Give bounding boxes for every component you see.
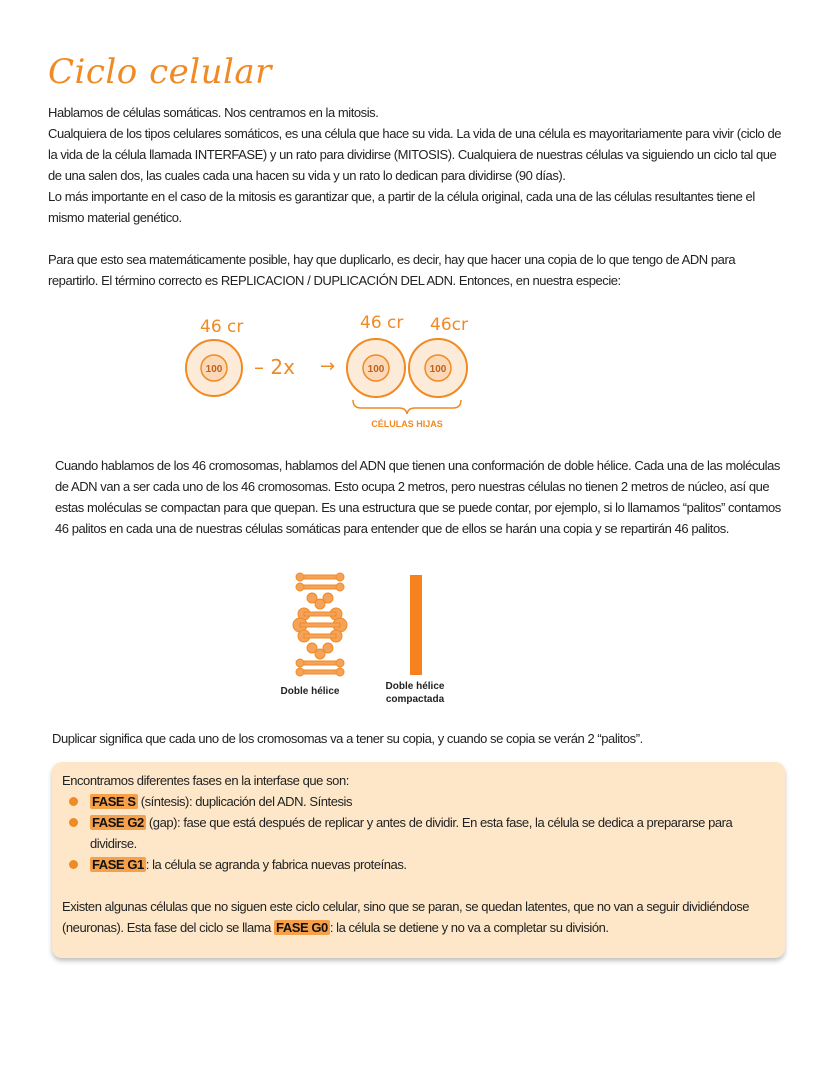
parent-cell-value: 100 [205, 364, 223, 375]
multiply-operator: – 2x [254, 355, 295, 379]
dna-helix-icon [290, 572, 350, 677]
phase-tag: FASE G1 [92, 857, 144, 872]
daughter1-chromosome-label: 46 cr [360, 313, 404, 333]
compact-helix-icon [410, 575, 422, 675]
phase-item [66, 791, 775, 812]
intro-paragraph: Cualquiera de los tipos celulares somáticos, es una célula que hace su vida. La vida de una célula es mayoritariamente para vivir (ciclo de la vida de la célula llamada INTERFASE) y un rato para dividirse (MITOSIS). Cualquiera de nuestras células va siguiendo un ciclo tal que de una salen dos, las cuales cada una hacen su vida y un rato lo dedican para dividirse (90 días). [48, 126, 782, 183]
daughter2-chromosome-label: 46cr [430, 315, 468, 335]
daughter-cells-caption: CÉLULAS HIJAS [371, 419, 443, 429]
compact-label-line: compactada [385, 694, 445, 705]
phase-tag: FASE G0 [276, 920, 328, 935]
arrow-icon: → [320, 356, 336, 377]
daughter-cell-value: 100 [429, 364, 447, 375]
phase-item [66, 812, 775, 854]
duplicate-text: Duplicar significa que cada uno de los cromosomas va a tener su copia, y cuando se copia se verán 2 “palitos”. [52, 731, 643, 746]
chromosome-text: Cuando hablamos de los 46 cromosomas, hablamos del ADN que tienen una conformación de doble hélice. Cada una de las moléculas de ADN van a ser cada uno de los 46 cromosomas. Esto ocupa 2 metros, pero nuestras células no tienen 2 metros de núcleo, así que estas moléculas se compactan para que quepan. Es una estructura que se puede contar, por ejemplo, si lo llamamos “palitos” contamos 46 palitos en cada una de nuestras células somáticas para entender que de ellos se harán una copia y se repartirán 46 palitos. [55, 458, 781, 536]
g0-paragraph [62, 896, 775, 938]
g0-text: : la célula se detiene y no va a completar su división. [329, 920, 609, 935]
intro-paragraph: Para que esto sea matemáticamente posible, hay que duplicarlo, es decir, hay que hacer una copia de lo que tengo de ADN para repartirlo. El término correcto es REPLICACION / DUPLICACIÓN DEL ADN. Entonces, en nuestra especie: [48, 252, 736, 288]
g0-text: Existen algunas células que no siguen este ciclo celular, sino que se paran, se quedan latentes, que no van a seguir dividiéndose (neuronas). Esta fase del ciclo se llama [62, 899, 750, 935]
intro-paragraph: Lo más importante en el caso de la mitosis es garantizar que, a partir de la célula original, cada una de las células resultantes tiene el mismo material genético. [48, 189, 755, 225]
phase-description: : la célula se agranda y fabrica nuevas proteínas. [145, 857, 407, 872]
daughter-cell [347, 339, 405, 397]
phase-tag: FASE G2 [92, 815, 144, 830]
phases-callout [52, 762, 785, 958]
phase-description: (síntesis): duplicación del ADN. Síntesis [137, 794, 353, 809]
replication-diagram [170, 305, 490, 435]
brace [353, 400, 461, 414]
helix-label: Doble hélice [280, 686, 340, 697]
phase-tag: FASE S [92, 794, 136, 809]
parent-cell [186, 340, 242, 396]
page-title: Ciclo celular [48, 52, 272, 92]
intro-paragraph: Hablamos de células somáticas. Nos centramos en la mitosis. [48, 105, 379, 120]
phase-description: (gap): fase que está después de replicar y antes de dividir. En esta fase, la célula se dedica a prepararse para dividirse. [90, 815, 733, 851]
compact-label-line: Doble hélice [385, 681, 445, 692]
daughter-cell-value: 100 [367, 364, 385, 375]
compact-helix-label [375, 680, 455, 706]
phases-list [62, 791, 775, 875]
phase-item [66, 854, 775, 875]
phases-intro: Encontramos diferentes fases en la interfase que son: [62, 773, 349, 788]
parent-chromosome-label: 46 cr [200, 317, 244, 337]
daughter-cell [409, 339, 467, 397]
intro-text [48, 102, 788, 291]
